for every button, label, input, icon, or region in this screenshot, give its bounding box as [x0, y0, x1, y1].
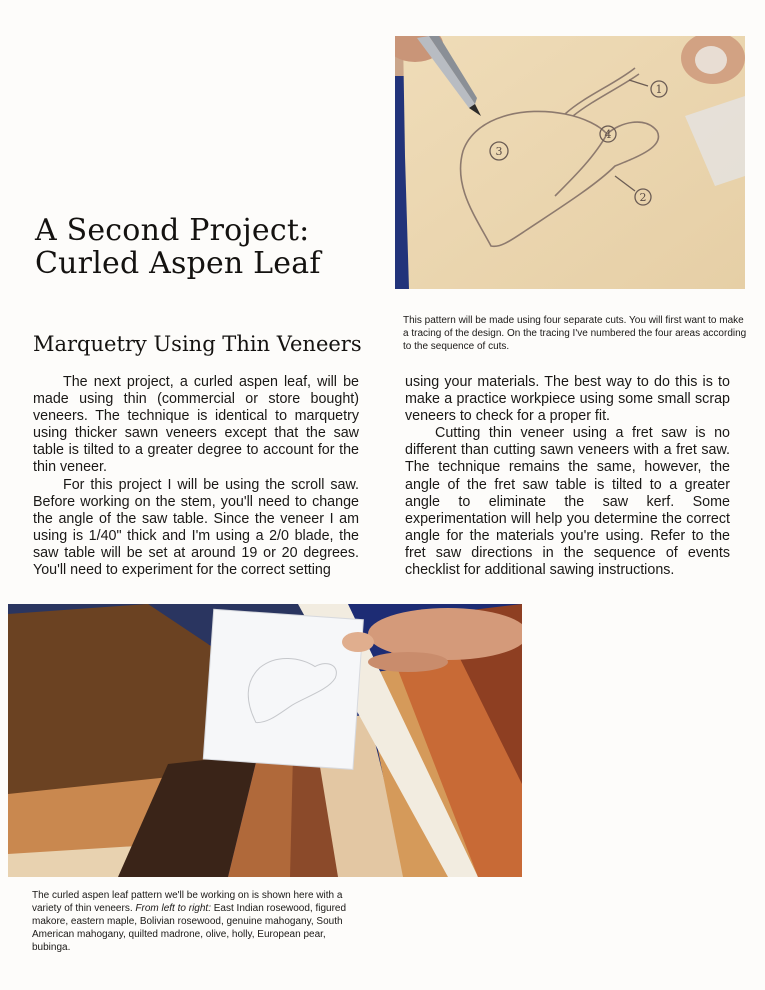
paragraph: The next project, a curled aspen leaf, will be made using thin (commercial or store bought) veneers. The technique is identical to marquetry using thicker sawn veneers except that the saw table is tilted to a greater degree to account for the thin veneer. — [33, 374, 359, 476]
body-column-left — [33, 374, 359, 579]
label-2: 2 — [639, 191, 647, 204]
tracing-photo-illustration — [395, 36, 745, 289]
title-line-2: Curled Aspen Leaf — [35, 246, 321, 281]
bottom-photo-caption — [32, 889, 362, 954]
paragraph: using your materials. The best way to do this is to make a practice workpiece using some small scrap veneers to check for a proper fit. — [405, 374, 730, 425]
paragraph: Cutting thin veneer using a fret saw is no different than cutting sawn veneers with a fret saw. The technique remains the same, however, the angle of the fret saw table is tilted to a greater angle to eliminate the saw kerf. Some experimentation will help you determine the correct angle for the materials you're using. Refer to the fret saw directions in the sequence of events checklist for additional sawing instructions. — [405, 425, 730, 579]
project-title — [35, 214, 375, 280]
caption-italic: From left to right: — [135, 903, 211, 914]
title-line-1: A Second Project: — [35, 213, 310, 248]
section-subtitle: Marquetry Using Thin Veneers — [33, 332, 362, 356]
veneers-photo — [8, 604, 522, 877]
tracing-photo — [395, 36, 745, 289]
top-photo-caption: This pattern will be made using four separate cuts. You will first want to make a tracing of the design. On the tracing I've numbered the four areas according to the sequence of cuts. — [403, 315, 747, 352]
caption-intro: The curled aspen leaf pattern we'll be working on is shown here with a variety of thin veneers. — [32, 890, 343, 914]
pattern-card — [203, 609, 363, 769]
paragraph: For this project I will be using the scroll saw. Before working on the stem, you'll need to change the angle of the saw table. Since the veneer I am using is 1/40" thick and I'm using a 2/0 blade, the saw table will be set at around 19 or 20 degrees. You'll need to experiment for the correct setting — [33, 476, 359, 579]
label-3: 3 — [495, 145, 503, 158]
body-column-right — [405, 374, 730, 579]
veneers-photo-illustration — [8, 604, 522, 877]
label-4: 4 — [604, 128, 612, 141]
caption-veneer-list: East Indian rosewood, figured makore, eastern maple, Bolivian rosewood, genuine mahogany, South American mahogany, quilted madrone, olive, holly, European pear, bubinga. — [32, 903, 347, 953]
label-1: 1 — [655, 83, 663, 96]
